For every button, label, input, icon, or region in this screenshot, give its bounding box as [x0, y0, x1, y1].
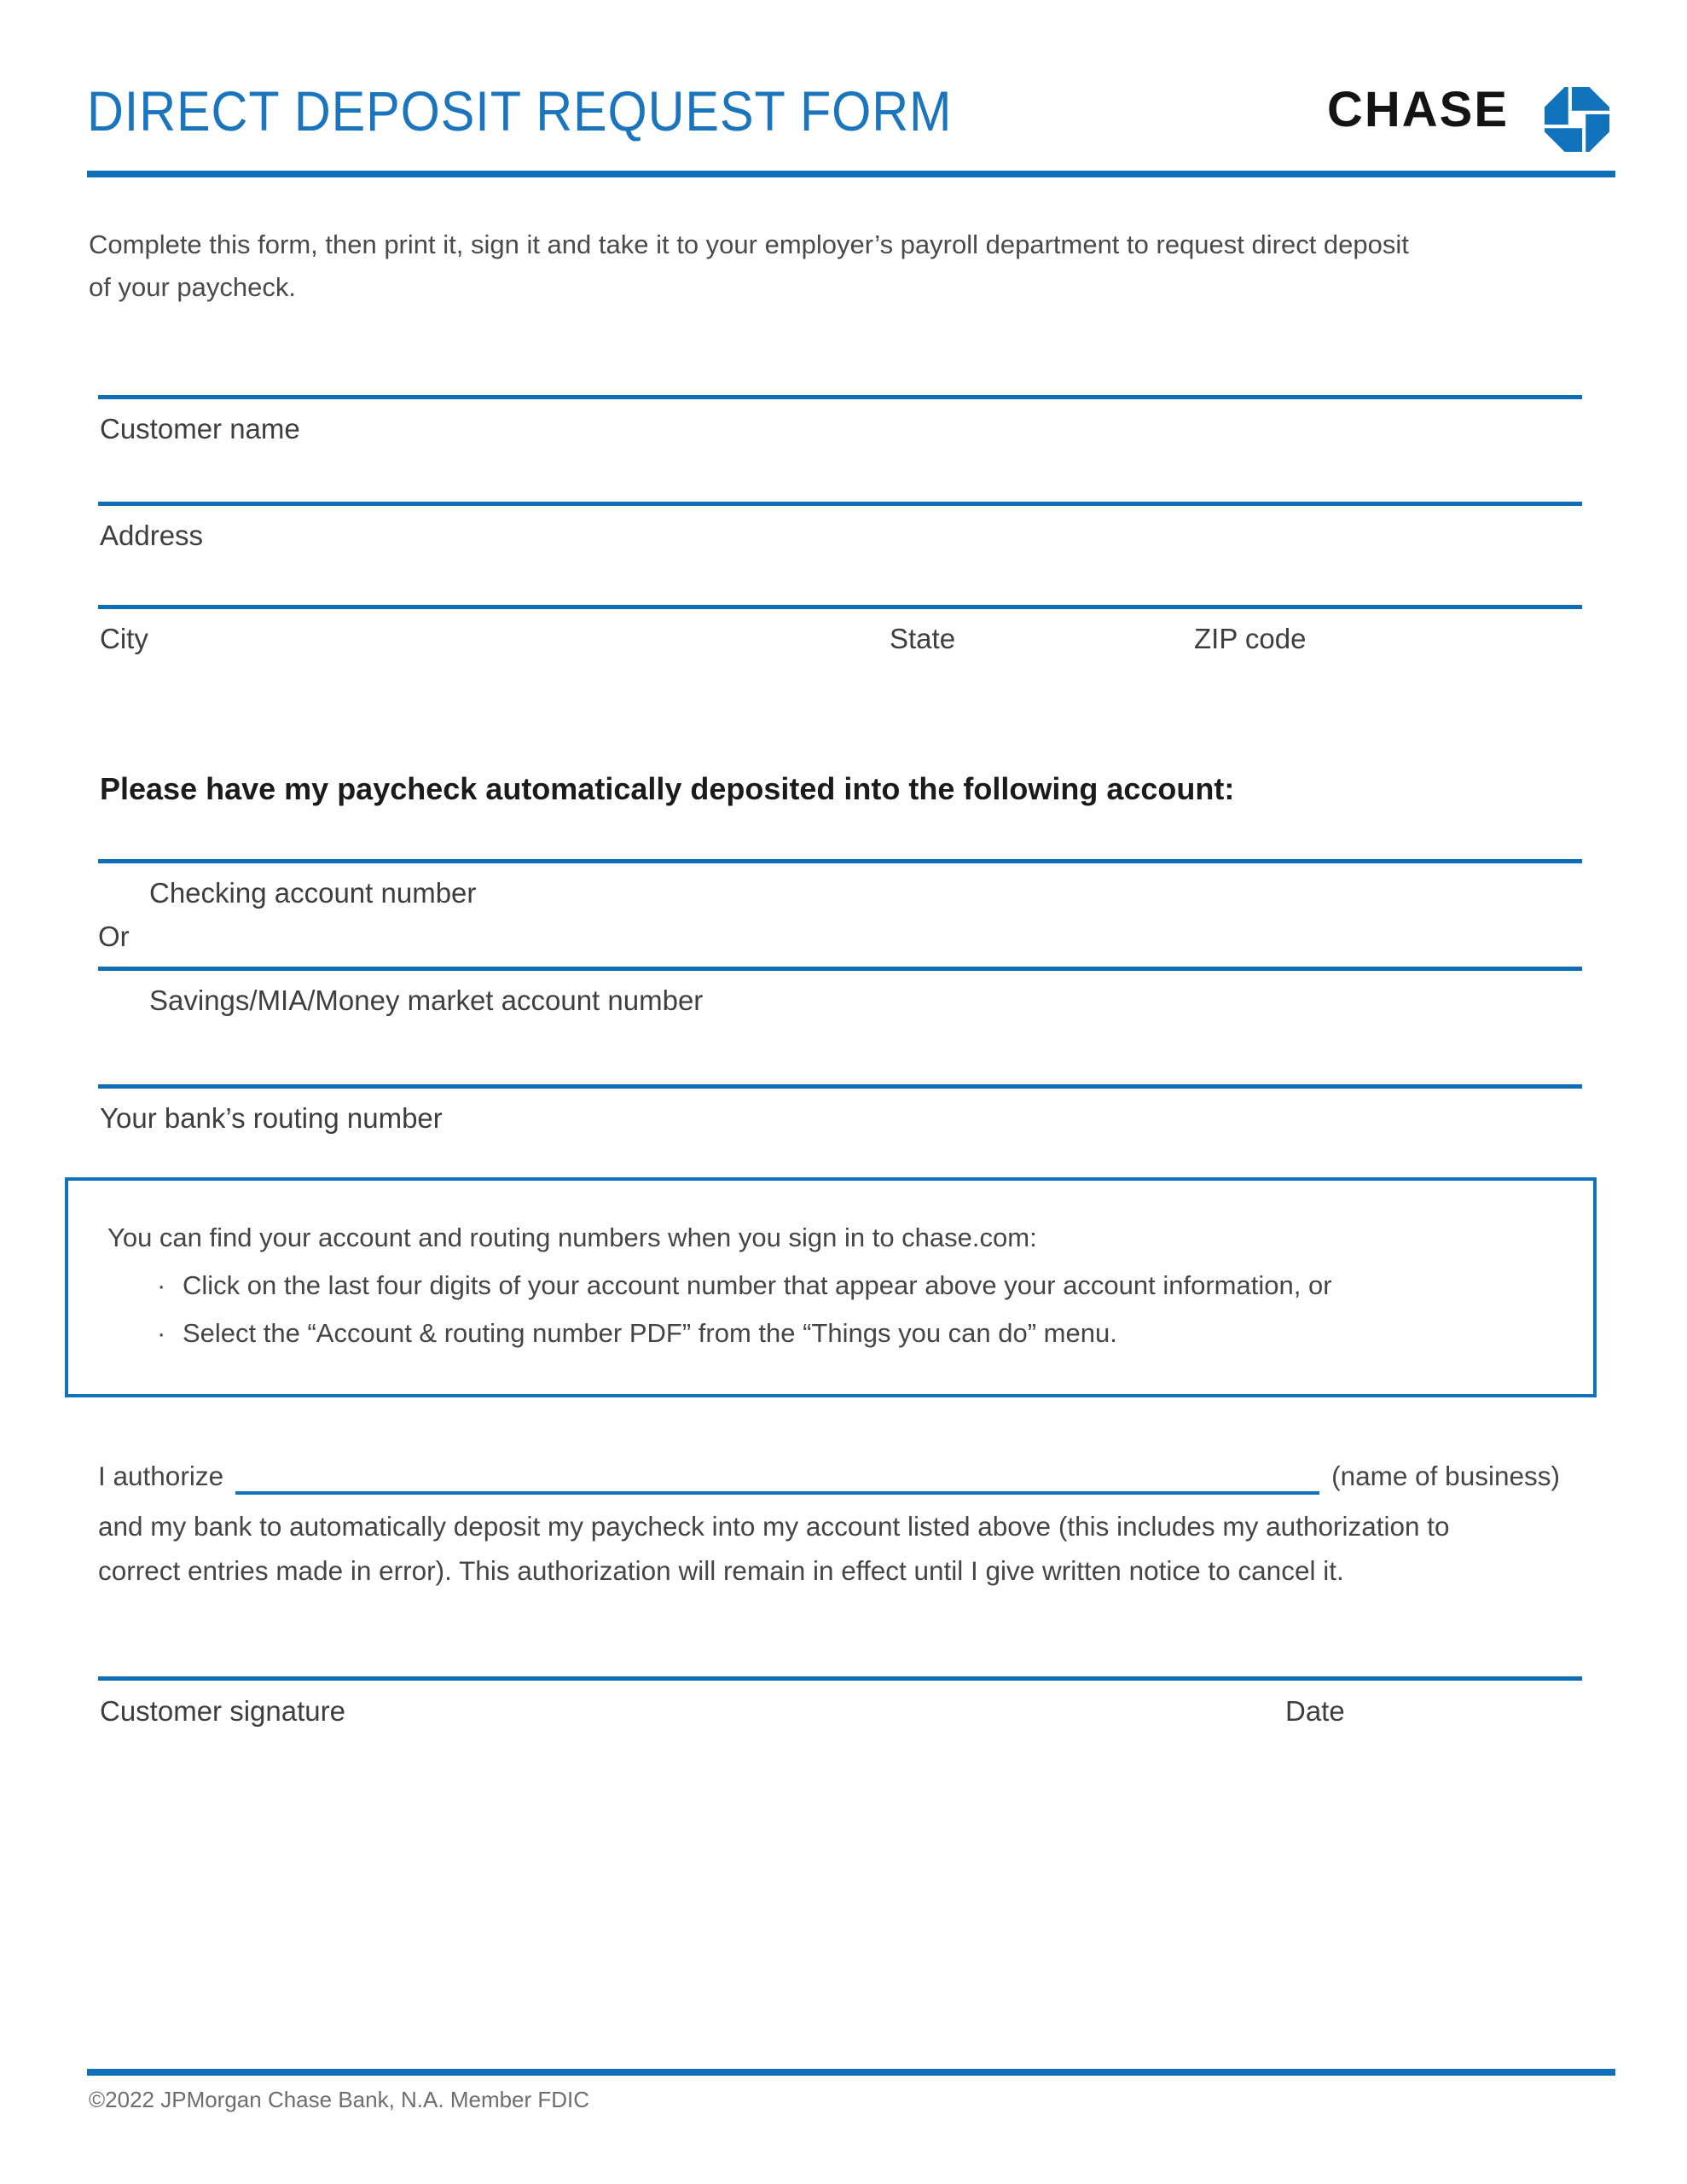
city-label: City	[100, 623, 148, 654]
or-label: Or	[98, 921, 130, 952]
customer-name-input-line[interactable]	[98, 395, 1582, 399]
info-box-bullet-1	[107, 1269, 1569, 1303]
checking-account-number-input-line[interactable]	[98, 859, 1582, 863]
info-box-bullet-2	[107, 1317, 1569, 1350]
name-of-business-label: (name of business)	[1331, 1461, 1560, 1491]
chase-wordmark: CHASE	[1327, 82, 1510, 137]
account-section-heading: Please have my paycheck automatically deposited into the following account:	[100, 771, 1235, 806]
page-title: DIRECT DEPOSIT REQUEST FORM	[87, 79, 953, 142]
header-divider-rule	[87, 171, 1615, 177]
chase-octagon-logo-icon	[1545, 87, 1609, 152]
savings-account-number-input-line[interactable]	[98, 967, 1582, 971]
signature-date-input-line[interactable]	[98, 1676, 1582, 1681]
business-name-input-line[interactable]	[235, 1457, 1319, 1495]
state-label: State	[890, 623, 956, 654]
authorization-fill-row	[98, 1457, 1582, 1495]
info-box-content	[68, 1181, 1593, 1350]
footer-divider-rule	[87, 2069, 1615, 2076]
date-label: Date	[1285, 1695, 1345, 1727]
info-box-bullet-2-text: Select the “Account & routing number PDF” from the “Things you can do” menu.	[183, 1317, 1117, 1348]
customer-name-label: Customer name	[100, 413, 300, 444]
checking-account-number-label: Checking account number	[149, 877, 477, 909]
routing-number-input-line[interactable]	[98, 1084, 1582, 1089]
footer-copyright: ©2022 JPMorgan Chase Bank, N.A. Member FDIC	[89, 2087, 590, 2112]
routing-number-label: Your bank’s routing number	[100, 1102, 443, 1134]
authorization-lead-text: I authorize	[98, 1461, 224, 1491]
info-box-lead: You can find your account and routing numbers when you sign in to chase.com:	[107, 1223, 1037, 1252]
customer-signature-label: Customer signature	[100, 1695, 345, 1727]
info-box-bullet-1-text: Click on the last four digits of your account number that appear above your account information, or	[183, 1269, 1332, 1300]
address-input-line[interactable]	[98, 502, 1582, 506]
city-state-zip-input-line[interactable]	[98, 605, 1582, 609]
intro-line-1: Complete this form, then print it, sign it and take it to your employer’s payroll department to request direct deposit	[89, 229, 1409, 259]
bullet-dot-icon: ·	[157, 1269, 166, 1300]
address-label: Address	[100, 520, 204, 551]
authorization-body	[98, 1504, 1582, 1593]
intro-line-2: of your paycheck.	[89, 272, 296, 302]
authorization-body-line-1: and my bank to automatically deposit my paycheck into my account listed above (this includes my authorization to	[98, 1511, 1450, 1542]
authorization-body-line-2: correct entries made in error). This authorization will remain in effect until I give written notice to cancel it.	[98, 1555, 1344, 1586]
account-routing-info-box	[65, 1177, 1597, 1397]
zip-code-label: ZIP code	[1194, 623, 1307, 654]
savings-account-number-label: Savings/MIA/Money market account number	[149, 985, 704, 1016]
bullet-dot-icon: ·	[157, 1317, 166, 1348]
authorization-block	[98, 1457, 1582, 1593]
intro-paragraph	[89, 224, 1409, 309]
